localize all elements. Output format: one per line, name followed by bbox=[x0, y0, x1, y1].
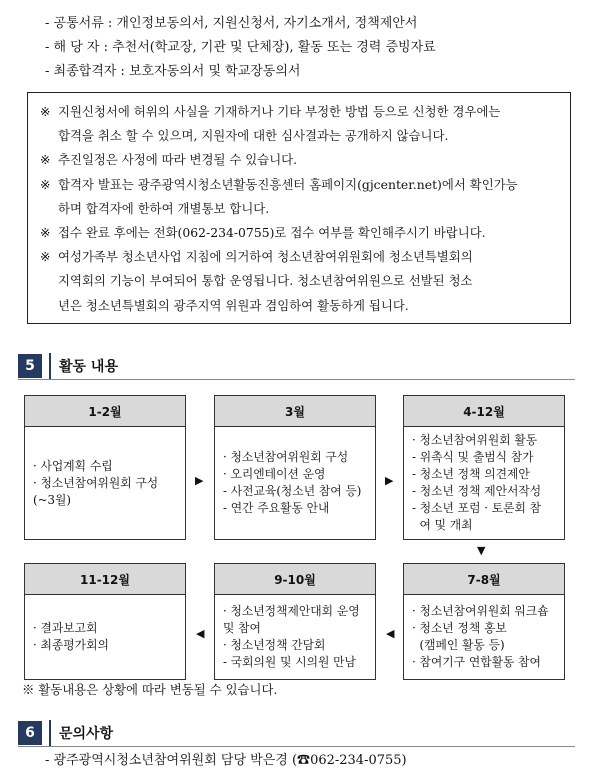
section-underline bbox=[18, 379, 575, 380]
section-divider bbox=[49, 353, 51, 379]
reference-mark: ※ bbox=[40, 152, 51, 168]
contact-text: - 광주광역시청소년참여위원회 담당 박은경 ( bbox=[45, 753, 298, 768]
step-body bbox=[25, 595, 185, 679]
section-heading-inquiries bbox=[18, 720, 113, 746]
notice-box bbox=[27, 92, 571, 324]
step-item: (캠페인 활동 등) bbox=[412, 638, 505, 652]
notice-item: ※ 접수 완료 후에는 전화(062-234-0755)로 접수 여부를 확인해주시기 바랍니다. bbox=[36, 221, 562, 245]
section-number: 6 bbox=[18, 721, 42, 745]
step-item: · 청소년 정책 홍보 bbox=[412, 621, 507, 635]
contact-phone: 062-234-0755) bbox=[310, 753, 407, 768]
step-period: 9-10월 bbox=[215, 564, 375, 595]
step-item: - 위촉식 및 출범식 참가 bbox=[412, 450, 534, 464]
arrow-right-icon: ▶ bbox=[195, 474, 204, 487]
step-item: · 청소년참여위원회 구성 bbox=[223, 450, 349, 464]
contact-line bbox=[45, 749, 407, 768]
step-item: · 청소년참여위원회 구성(~3월) bbox=[33, 475, 159, 507]
step-body bbox=[404, 427, 564, 539]
arrow-right-icon: ▶ bbox=[385, 474, 394, 487]
step-item: · 오리엔테이션 운영 bbox=[223, 467, 326, 481]
reference-mark: ※ bbox=[40, 104, 51, 119]
step-jul-aug bbox=[403, 563, 565, 680]
step-item: - 국회의원 및 시의원 만남 bbox=[223, 655, 356, 669]
notice-item: ※ 여성가족부 청소년사업 지침에 의거하여 청소년참여위원회에 청소년특별회의 지역회의 기능이 부여되어 통합 운영됩니다. 청소년참여위원으로 선발된 청소 년은 청소년특별회의 광주지역 위원과 겸임하여 활동하게 됩니다. bbox=[36, 245, 562, 318]
notice-item: ※ 지원신청서에 허위의 사실을 기재하거나 기타 부정한 방법 등으로 신청한 경우에는 합격을 취소 할 수 있으며, 지원자에 대한 심사결과는 공개하지 않습니다. bbox=[36, 100, 562, 148]
step-item: · 사업계획 수립 bbox=[33, 458, 113, 473]
step-period: 11-12월 bbox=[25, 564, 185, 595]
footnote: ※ 활동내용은 상황에 따라 변동될 수 있습니다. bbox=[22, 682, 278, 697]
step-period: 3월 bbox=[215, 396, 375, 427]
arrow-left-icon: ◀ bbox=[386, 627, 395, 640]
step-body bbox=[215, 427, 375, 539]
section-title: 활동 내용 bbox=[59, 359, 118, 375]
list-item: - 공통서류 : 개인정보동의서, 지원신청서, 자기소개서, 정책제안서 bbox=[45, 16, 418, 31]
step-item: - 청소년 정책 제안서작성 bbox=[412, 484, 542, 498]
step-apr-dec bbox=[403, 395, 565, 540]
step-item: - 청소년 포럼 · 토론회 참 bbox=[412, 501, 542, 515]
step-mar bbox=[214, 395, 376, 540]
step-body bbox=[25, 427, 185, 539]
arrow-left-icon: ◀ bbox=[196, 627, 205, 640]
step-item: - 청소년 정책 의견제안 bbox=[412, 467, 530, 481]
step-period: 7-8월 bbox=[404, 564, 564, 595]
step-item: - 사전교육(청소년 참여 등) bbox=[223, 484, 362, 498]
step-period: 1-2월 bbox=[25, 396, 185, 427]
step-item: 여 및 개최 bbox=[412, 518, 473, 532]
step-nov-dec bbox=[24, 563, 186, 680]
section-number: 5 bbox=[18, 354, 42, 378]
document-requirements-list bbox=[45, 12, 585, 84]
reference-mark: ※ bbox=[40, 225, 51, 241]
list-item: - 최종합격자 : 보호자동의서 및 학교장동의서 bbox=[45, 64, 301, 79]
arrow-down-icon: ▼ bbox=[477, 544, 486, 557]
step-item: · 청소년정책 간담회 bbox=[223, 638, 326, 652]
step-item: · 청소년정책제안대회 운영 bbox=[223, 604, 360, 618]
list-item: - 해 당 자 : 추천서(학교장, 기관 및 단체장), 활동 또는 경력 증빙자료 bbox=[45, 40, 436, 55]
step-period: 4-12월 bbox=[404, 396, 564, 427]
notice-item: ※ 추진일정은 사정에 따라 변경될 수 있습니다. bbox=[36, 148, 562, 172]
step-jan-feb bbox=[24, 395, 186, 540]
phone-icon: ☎ bbox=[297, 753, 311, 768]
step-body bbox=[404, 595, 564, 679]
step-body bbox=[215, 595, 375, 679]
step-item: 및 참여 bbox=[223, 621, 261, 635]
reference-mark: ※ bbox=[40, 249, 51, 265]
section-heading-activities bbox=[18, 353, 118, 379]
step-item: · 청소년참여위원회 활동 bbox=[412, 433, 538, 447]
reference-mark: ※ bbox=[40, 176, 51, 192]
section-title: 문의사항 bbox=[59, 726, 114, 742]
step-item: · 참여기구 연합활동 참여 bbox=[412, 655, 541, 669]
section-underline bbox=[18, 746, 575, 747]
step-sep-oct bbox=[214, 563, 376, 680]
notice-item: ※ 합격자 발표는 광주광역시청소년활동진흥센터 홈페이지(gjcenter.net)에서 확인가능 하며 합격자에 한하여 개별통보 합니다. bbox=[36, 173, 562, 221]
step-item: · 결과보고회 bbox=[33, 621, 98, 635]
step-item: · 최종평가회의 bbox=[33, 638, 109, 652]
section-divider bbox=[49, 720, 51, 746]
step-item: · 청소년참여위원회 워크숍 bbox=[412, 604, 549, 618]
step-item: - 연간 주요활동 안내 bbox=[223, 501, 330, 515]
